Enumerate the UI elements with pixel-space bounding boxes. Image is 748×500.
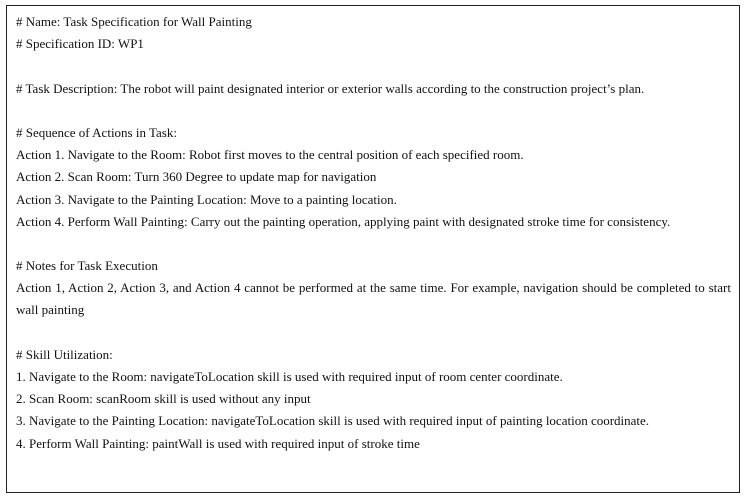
task-specification-document [6, 5, 740, 493]
skill-4: 4. Perform Wall Painting: paintWall is used with required input of stroke time [16, 435, 420, 451]
specification-id-line: # Specification ID: WP1 [16, 36, 144, 52]
skill-3: 3. Navigate to the Painting Location: navigateToLocation skill is used with required input of painting location coordinate. [16, 413, 650, 429]
blank-line [16, 322, 731, 344]
skill-2: 2. Scan Room: scanRoom skill is used without any input [16, 391, 311, 407]
skill-1: 1. Navigate to the Room: navigateToLocation skill is used with required input of room center coordinate. [16, 369, 563, 385]
task-description-line: # Task Description: The robot will paint designated interior or exterior walls according to the construction project’s plan. [16, 80, 645, 96]
blank-line [16, 233, 731, 255]
action-3: Action 3. Navigate to the Painting Location: Move to a painting location. [16, 191, 397, 207]
action-1: Action 1. Navigate to the Room: Robot first moves to the central position of each specified room. [16, 147, 524, 163]
action-4: Action 4. Perform Wall Painting: Carry out the painting operation, applying paint with designated stroke time for consistency. [16, 213, 671, 229]
sequence-heading: # Sequence of Actions in Task: [16, 124, 177, 140]
blank-line [16, 100, 731, 122]
name-line: # Name: Task Specification for Wall Painting [16, 14, 252, 29]
action-2: Action 2. Scan Room: Turn 360 Degree to update map for navigation [16, 169, 377, 185]
blank-line [16, 55, 731, 77]
notes-text: Action 1, Action 2, Action 3, and Action 4 cannot be performed at the same time. For example, navigation should be completed to start wall painting [16, 280, 731, 318]
skill-heading: # Skill Utilization: [16, 346, 113, 362]
notes-heading: # Notes for Task Execution [16, 258, 158, 274]
